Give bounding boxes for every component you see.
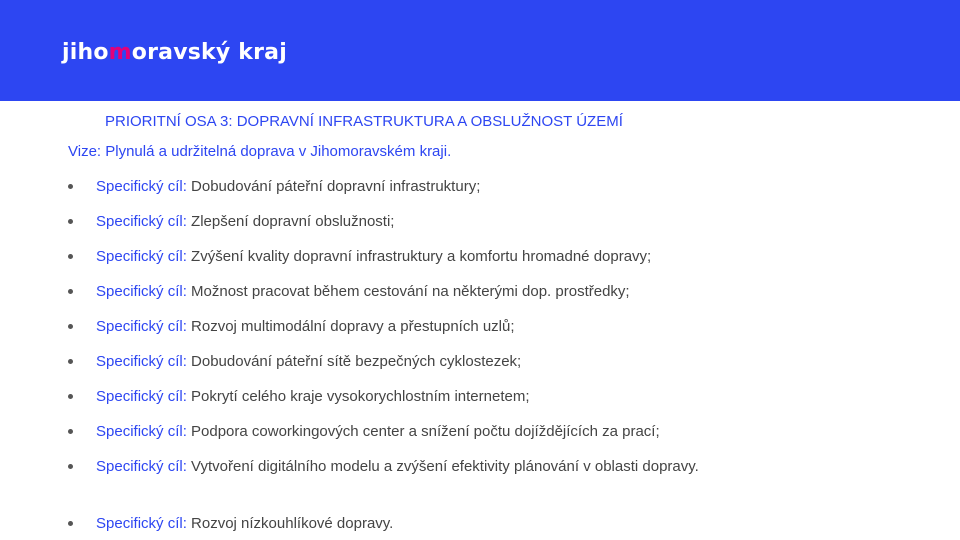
- bullet-icon: [68, 254, 73, 259]
- goal-text: Rozvoj nízkouhlíkové dopravy.: [186, 515, 394, 532]
- bullet-icon: [68, 359, 73, 364]
- goal-text: Zlepšení dopravní obslužnosti;: [186, 213, 395, 230]
- goal-label: Specifický cíl:: [96, 458, 187, 475]
- logo-text-start: jiho: [62, 40, 109, 65]
- goal-text: Možnost pracovat během cestování na některými dop. prostředky;: [186, 283, 630, 300]
- bullet-icon: [68, 429, 73, 434]
- priority-axis-title: PRIORITNÍ OSA 3: DOPRAVNÍ INFRASTRUKTURA A OBSLUŽNOST ÚZEMÍ: [105, 113, 623, 130]
- goal-text: Podpora coworkingových center a snížení počtu dojíždějících za prací;: [186, 423, 660, 440]
- bullet-icon: [68, 289, 73, 294]
- goal-label: Specifický cíl:: [96, 213, 187, 230]
- goal-text: Dobudování páteřní dopravní infrastruktury;: [186, 178, 481, 195]
- goal-label: Specifický cíl:: [96, 283, 187, 300]
- logo-text-end: oravský kraj: [131, 40, 287, 65]
- goal-text: Rozvoj multimodální dopravy a přestupních uzlů;: [186, 318, 515, 335]
- goal-label: Specifický cíl:: [96, 178, 187, 195]
- vision-statement: Vize: Plynulá a udržitelná doprava v Jihomoravském kraji.: [68, 143, 452, 160]
- goal-label: Specifický cíl:: [96, 423, 187, 440]
- header-bar: [0, 0, 960, 101]
- goal-text: Dobudování páteřní sítě bezpečných cyklostezek;: [186, 353, 522, 370]
- bullet-icon: [68, 184, 73, 189]
- bullet-icon: [68, 394, 73, 399]
- goal-label: Specifický cíl:: [96, 515, 187, 532]
- goal-label: Specifický cíl:: [96, 353, 187, 370]
- goal-text: Zvýšení kvality dopravní infrastruktury a komfortu hromadné dopravy;: [186, 248, 652, 265]
- goal-text: Pokrytí celého kraje vysokorychlostním internetem;: [186, 388, 530, 405]
- bullet-icon: [68, 324, 73, 329]
- bullet-icon: [68, 219, 73, 224]
- bullet-icon: [68, 464, 73, 469]
- goal-label: Specifický cíl:: [96, 248, 187, 265]
- logo-accent-letter: m: [108, 40, 132, 65]
- goal-text: Vytvoření digitálního modelu a zvýšení efektivity plánování v oblasti dopravy.: [186, 458, 699, 475]
- goal-label: Specifický cíl:: [96, 388, 187, 405]
- logo: [62, 42, 287, 64]
- bullet-icon: [68, 521, 73, 526]
- goal-label: Specifický cíl:: [96, 318, 187, 335]
